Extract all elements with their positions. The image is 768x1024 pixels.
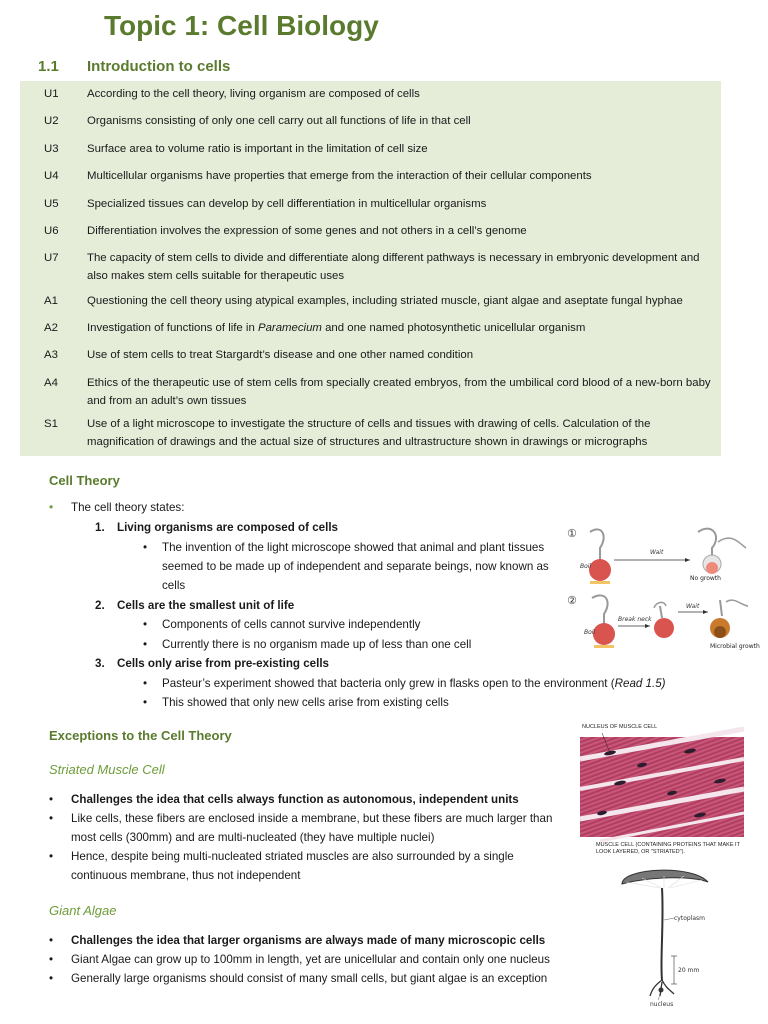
list-item: • The cell theory states: bbox=[49, 500, 185, 514]
row-text: According to the cell theory, living organism are composed of cells bbox=[87, 88, 420, 100]
row-text: Use of stem cells to treat Stargardt’s disease and one other named condition bbox=[87, 349, 474, 361]
list-item: Hence, despite being multi-nucleated striated muscles are also surrounded by a single continuous membrane, thus not independent bbox=[71, 850, 514, 882]
svg-text:①: ① bbox=[567, 527, 577, 540]
row-code: U6 bbox=[44, 225, 59, 237]
row-text: Questioning the cell theory using atypical examples, including striated muscle, giant algae and aseptate fungal hyphae bbox=[87, 295, 683, 307]
row-code: S1 bbox=[44, 418, 58, 430]
svg-text:Boil: Boil bbox=[584, 629, 596, 636]
bullet-icon: • bbox=[143, 677, 148, 690]
list-item: The invention of the light microscope showed that animal and plant tissues seemed to be made up of independent and separate beings, now known as cells bbox=[162, 541, 549, 592]
svg-text:Microbial growth: Microbial growth bbox=[710, 643, 760, 650]
svg-text:②: ② bbox=[567, 594, 577, 607]
svg-text:Wait: Wait bbox=[686, 603, 700, 610]
numbered-item-text: Cells are the smallest unit of life bbox=[117, 599, 295, 612]
list-item: Like cells, these fibers are enclosed inside a membrane, but these fibers are much larger than most cells (300mm) and are multi-nucleated (they have multiple nuclei) bbox=[71, 812, 553, 844]
row-text: Use of a light microscope to investigate the structure of cells and tissues with drawing of cells. Calculation of the magnification of drawings and the actual size of structures and ultrastructure shown in drawings or micrographs bbox=[87, 418, 651, 448]
list-item: Giant Algae can grow up to 100mm in length, yet are unicellular and contain only one nucleus bbox=[71, 953, 550, 966]
svg-text:nucleus: nucleus bbox=[650, 1001, 674, 1008]
bullet-icon: • bbox=[49, 812, 54, 825]
striated-muscle-heading: Striated Muscle Cell bbox=[49, 762, 165, 777]
exceptions-heading: Exceptions to the Cell Theory bbox=[49, 728, 232, 743]
row-code: U4 bbox=[44, 170, 59, 182]
list-item: Pasteur’s experiment showed that bacteria only grew in flasks open to the environment (Read 1.5) bbox=[162, 677, 666, 690]
list-item: This showed that only new cells arise from existing cells bbox=[162, 696, 449, 709]
section-title: Introduction to cells bbox=[87, 58, 231, 75]
bullet-icon: • bbox=[143, 541, 148, 554]
numbered-item: 3. bbox=[95, 657, 105, 670]
section-number: 1.1 bbox=[38, 58, 59, 75]
row-text: Surface area to volume ratio is important in the limitation of cell size bbox=[87, 143, 428, 155]
row-code: A2 bbox=[44, 322, 58, 334]
understandings-table bbox=[20, 81, 721, 456]
row-text: Organisms consisting of only one cell carry out all functions of life in that cell bbox=[87, 115, 471, 127]
bullet-icon: • bbox=[49, 500, 54, 514]
numbered-item-text: Cells only arise from pre-existing cells bbox=[117, 657, 329, 670]
list-item: Components of cells cannot survive independently bbox=[162, 618, 421, 631]
giant-algae-drawing bbox=[612, 862, 716, 1008]
svg-text:No growth: No growth bbox=[690, 575, 721, 582]
pasteur-experiment-figure bbox=[562, 522, 760, 672]
cell-theory-heading: Cell Theory bbox=[49, 473, 120, 488]
bullet-icon: • bbox=[143, 618, 148, 631]
giant-algae-heading: Giant Algae bbox=[49, 903, 117, 918]
bullet-icon: • bbox=[143, 638, 148, 651]
row-text: The capacity of stem cells to divide and differentiate along different pathways is necessary in embryonic development and also makes stem cells suitable for therapeutic uses bbox=[87, 252, 700, 282]
bullet-icon: • bbox=[143, 696, 148, 709]
page-title: Topic 1: Cell Biology bbox=[104, 10, 379, 41]
list-item: Generally large organisms should consist of many small cells, but giant algae is an exception bbox=[71, 972, 548, 985]
muscle-figure-label-top: NUCLEUS OF MUSCLE CELL bbox=[582, 724, 658, 730]
svg-text:20 mm: 20 mm bbox=[678, 967, 700, 974]
row-code: A4 bbox=[44, 377, 58, 389]
striated-muscle-micrograph bbox=[580, 737, 744, 837]
row-text: Multicellular organisms have properties that emerge from the interaction of their cellular components bbox=[87, 170, 592, 182]
row-code: U2 bbox=[44, 115, 59, 127]
row-code: U3 bbox=[44, 143, 59, 155]
numbered-item: 1. bbox=[95, 521, 105, 534]
svg-text:Break neck: Break neck bbox=[618, 616, 652, 623]
numbered-item: 2. bbox=[95, 599, 105, 612]
bullet-icon: • bbox=[49, 953, 54, 966]
list-item: Challenges the idea that larger organisms are always made of many microscopic cells bbox=[71, 934, 546, 947]
bullet-icon: • bbox=[49, 972, 54, 985]
svg-text:Wait: Wait bbox=[650, 549, 664, 556]
row-text: Specialized tissues can develop by cell differentiation in multicellular organisms bbox=[87, 198, 487, 210]
bullet-icon: • bbox=[49, 850, 54, 863]
bullet-icon: • bbox=[49, 793, 54, 806]
row-code: U7 bbox=[44, 252, 59, 264]
row-text: Investigation of functions of life in Paramecium and one named photosynthetic unicellular organism bbox=[87, 322, 586, 334]
numbered-item-text: Living organisms are composed of cells bbox=[117, 521, 338, 534]
list-item: Currently there is no organism made up of less than one cell bbox=[162, 638, 472, 651]
row-code: U5 bbox=[44, 198, 59, 210]
list-item: Challenges the idea that cells always function as autonomous, independent units bbox=[71, 793, 519, 806]
row-code: A1 bbox=[44, 295, 58, 307]
row-code: A3 bbox=[44, 349, 58, 361]
bullet-icon: • bbox=[49, 934, 54, 947]
row-text: Differentiation involves the expression of some genes and not others in a cell’s genome bbox=[87, 225, 527, 237]
svg-text:Boil: Boil bbox=[580, 563, 592, 570]
row-text: Ethics of the therapeutic use of stem cells from specially created embryos, from the umbilical cord blood of a new-born baby and from an adult’s own tissues bbox=[87, 377, 711, 407]
row-code: U1 bbox=[44, 88, 59, 100]
svg-text:cytoplasm: cytoplasm bbox=[674, 915, 705, 922]
muscle-figure-label-bottom: MUSCLE CELL (CONTAINING PROTEINS THAT MAKE IT LOOK LAYERED, OR "STRIATED"). bbox=[596, 842, 740, 855]
